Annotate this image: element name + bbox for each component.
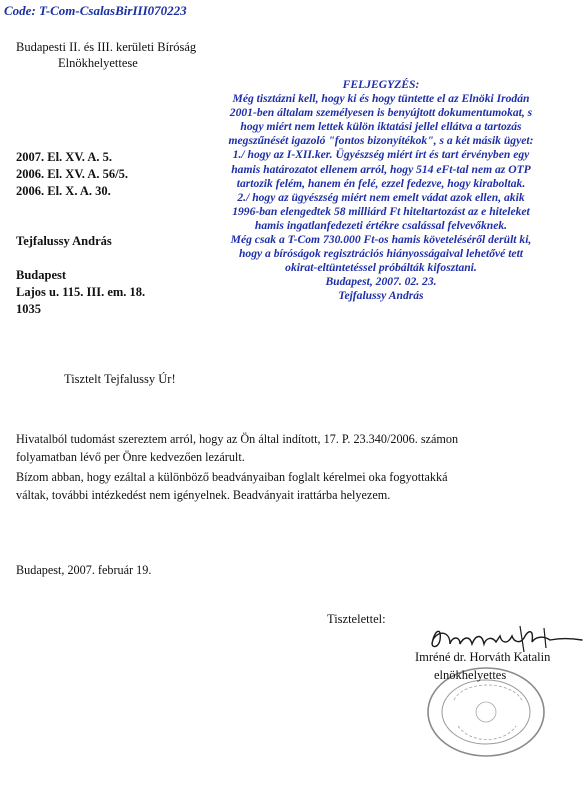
annotation-line: 2./ hogy az ügyészség miért nem emelt vádat azok ellen, akik bbox=[237, 190, 525, 204]
annotation-line: Még csak a T-Com 730.000 Ft-os hamis követeléséről derült ki, bbox=[230, 233, 532, 247]
annotation-line: megszűnését igazoló "fontos bizonyítékok", s a két másik ügyet: bbox=[228, 134, 534, 148]
salutation: Tisztelt Tejfalussy Úr! bbox=[64, 372, 176, 386]
court-office: Elnökhelyettese bbox=[58, 56, 138, 70]
addressee-name: Tejfalussy András bbox=[16, 234, 112, 248]
paragraph-2-line-2: váltak, további intézkedést nem igényelnek. Beadványait irattárba helyezem. bbox=[16, 488, 391, 502]
signer-name: Imréné dr. Horváth Katalin bbox=[415, 650, 551, 664]
annotation-line: hogy miért nem lettek külön iktatási jellel ellátva a tartozás bbox=[240, 120, 522, 134]
reference-2: 2006. El. XV. A. 56/5. bbox=[16, 167, 128, 181]
addressee-street: Lajos u. 115. III. em. 18. bbox=[16, 285, 146, 299]
reference-3: 2006. El. X. A. 30. bbox=[16, 184, 111, 198]
annotation-signature: Tejfalussy András bbox=[338, 289, 424, 303]
annotation-line: 1./ hogy az I-XII.ker. Ügyészség miért írt és tart érvényben egy bbox=[232, 148, 530, 162]
addressee-zip: 1035 bbox=[16, 302, 41, 316]
addressee-city: Budapest bbox=[16, 268, 67, 282]
annotation-title: FELJEGYZÉS: bbox=[342, 78, 420, 91]
annotation-line: 1996-ban elengedtek 58 milliárd Ft hiteltartozást az e hiteleket bbox=[232, 204, 530, 218]
court-name: Budapesti II. és III. kerületi Bíróság bbox=[16, 40, 197, 54]
annotation-line: hogy a bíróságok regisztrációs hiányosságaival lehetővé tett bbox=[238, 247, 524, 261]
closing: Tisztelettel: bbox=[327, 612, 386, 626]
paragraph-1-line-2: folyamatban lévő per Önre kedvezően lezárult. bbox=[16, 450, 245, 464]
annotation-line: okirat-eltüntetéssel próbálták kifosztani. bbox=[285, 261, 477, 275]
document-code: Code: T-Com-CsalasBirIII070223 bbox=[4, 3, 187, 18]
annotation-line: Még tisztázni kell, hogy ki és hogy tüntette el az Elnöki Irodán bbox=[232, 92, 530, 106]
annotation-date: Budapest, 2007. 02. 23. bbox=[325, 275, 437, 289]
annotation-line: tartozik felém, hanem én felé, ezzel fedezve, hogy kiraboltak. bbox=[236, 176, 526, 190]
paragraph-1-line-1: Hivatalból tudomást szereztem arról, hogy az Ön által indított, 17. P. 23.340/2006. számon bbox=[16, 432, 459, 446]
annotation-line: hamis ingatlanfedezeti értékre csalással felvevőknek. bbox=[254, 218, 508, 232]
annotation-line: 2001-ben általam személyesen is benyújtott dokumentumokat, s bbox=[229, 106, 533, 120]
reference-1: 2007. El. XV. A. 5. bbox=[16, 150, 112, 164]
paragraph-2-line-1: Bízom abban, hogy ezáltal a különböző beadványaiban foglalt kérelmei oka fogyottakká bbox=[16, 470, 448, 484]
signer-title: elnökhelyettes bbox=[434, 668, 507, 682]
annotation-line: hamis határozatot ellenem arról, hogy 514 eFt-tal nem az OTP bbox=[231, 162, 531, 176]
handwritten-annotation bbox=[180, 78, 582, 304]
letter-date: Budapest, 2007. február 19. bbox=[16, 563, 152, 577]
